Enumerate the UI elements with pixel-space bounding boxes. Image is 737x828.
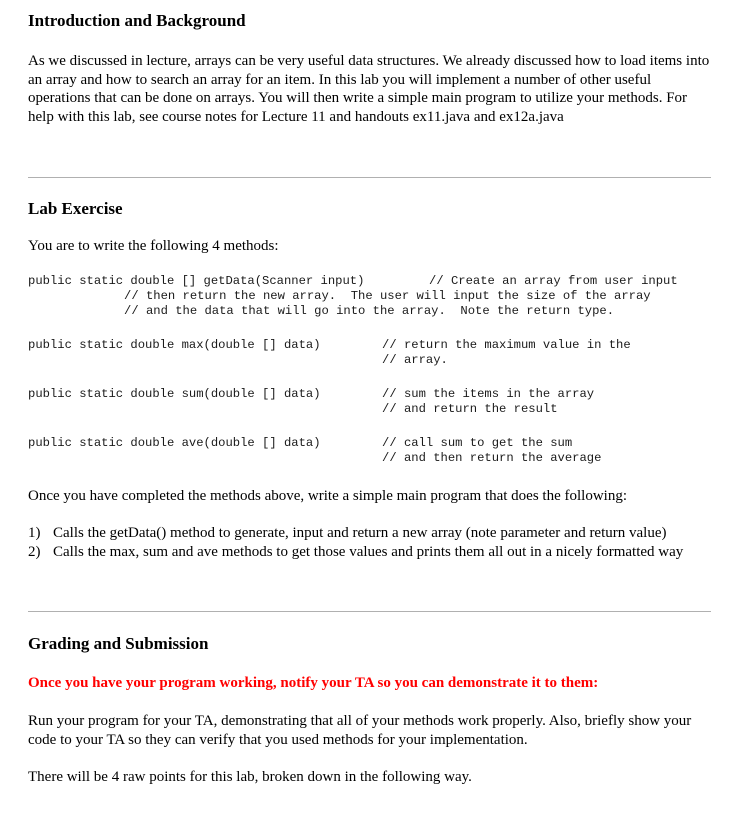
getdata-signature: public static double [] getData(Scanner input) xyxy=(28,274,365,288)
list-item-text: Calls the max, sum and ave methods to get those values and prints them all out in a nicely formatted way xyxy=(53,543,684,560)
list-item-text: Calls the getData() method to generate, input and return a new array (note parameter and return value) xyxy=(53,525,667,541)
section-divider xyxy=(28,611,711,612)
lab-intro: You are to write the following 4 methods: xyxy=(28,238,279,254)
getdata-comment-line-1: // Create an array from user input xyxy=(429,274,678,288)
list-item xyxy=(28,524,718,543)
section-divider xyxy=(28,177,711,178)
sum-signature: public static double sum(double [] data) xyxy=(28,387,321,401)
max-comment-line-1: // return the maximum value in the xyxy=(382,338,631,352)
intro-paragraph: As we discussed in lecture, arrays can be very useful data structures. We already discussed how to load items into an array and how to search an array for an item. In this lab you will implement a number of other useful operations that can be done on arrays. You will then write a simple main program to utilize your methods. For help with this lab, see course notes for Lecture 11 and handouts ex11.java and ex12a.java xyxy=(28,53,710,125)
getdata-comment-line-2: // then return the new array. The user will input the size of the array xyxy=(124,289,651,303)
ave-signature: public static double ave(double [] data) xyxy=(28,436,321,450)
intro-heading: Introduction and Background xyxy=(28,11,246,30)
sum-comment-line-1: // sum the items in the array xyxy=(382,387,595,401)
max-comment-line-2: // array. xyxy=(382,353,448,367)
steps-list xyxy=(28,524,718,561)
grading-points: There will be 4 raw points for this lab, broken down in the following way. xyxy=(28,769,472,785)
ave-comment-line-1: // call sum to get the sum xyxy=(382,436,573,450)
getdata-comment-line-3: // and the data that will go into the array. Note the return type. xyxy=(124,304,615,318)
max-signature: public static double max(double [] data) xyxy=(28,338,321,352)
ave-comment-line-2: // and then return the average xyxy=(382,451,602,465)
grading-heading: Grading and Submission xyxy=(28,634,209,653)
lab-heading: Lab Exercise xyxy=(28,199,123,218)
sum-comment-line-2: // and return the result xyxy=(382,402,558,416)
list-item xyxy=(28,543,718,562)
list-item-number: 2) xyxy=(28,543,41,560)
list-item-number: 1) xyxy=(28,525,41,541)
grading-paragraph: Run your program for your TA, demonstrating that all of your methods work properly. Also, briefly show your code to your TA so they can verify that you used methods for your implementation. xyxy=(28,713,692,748)
grading-notice: Once you have your program working, notify your TA so you can demonstrate it to them: xyxy=(28,675,599,691)
lab-followup: Once you have completed the methods above, write a simple main program that does the following: xyxy=(28,488,628,504)
